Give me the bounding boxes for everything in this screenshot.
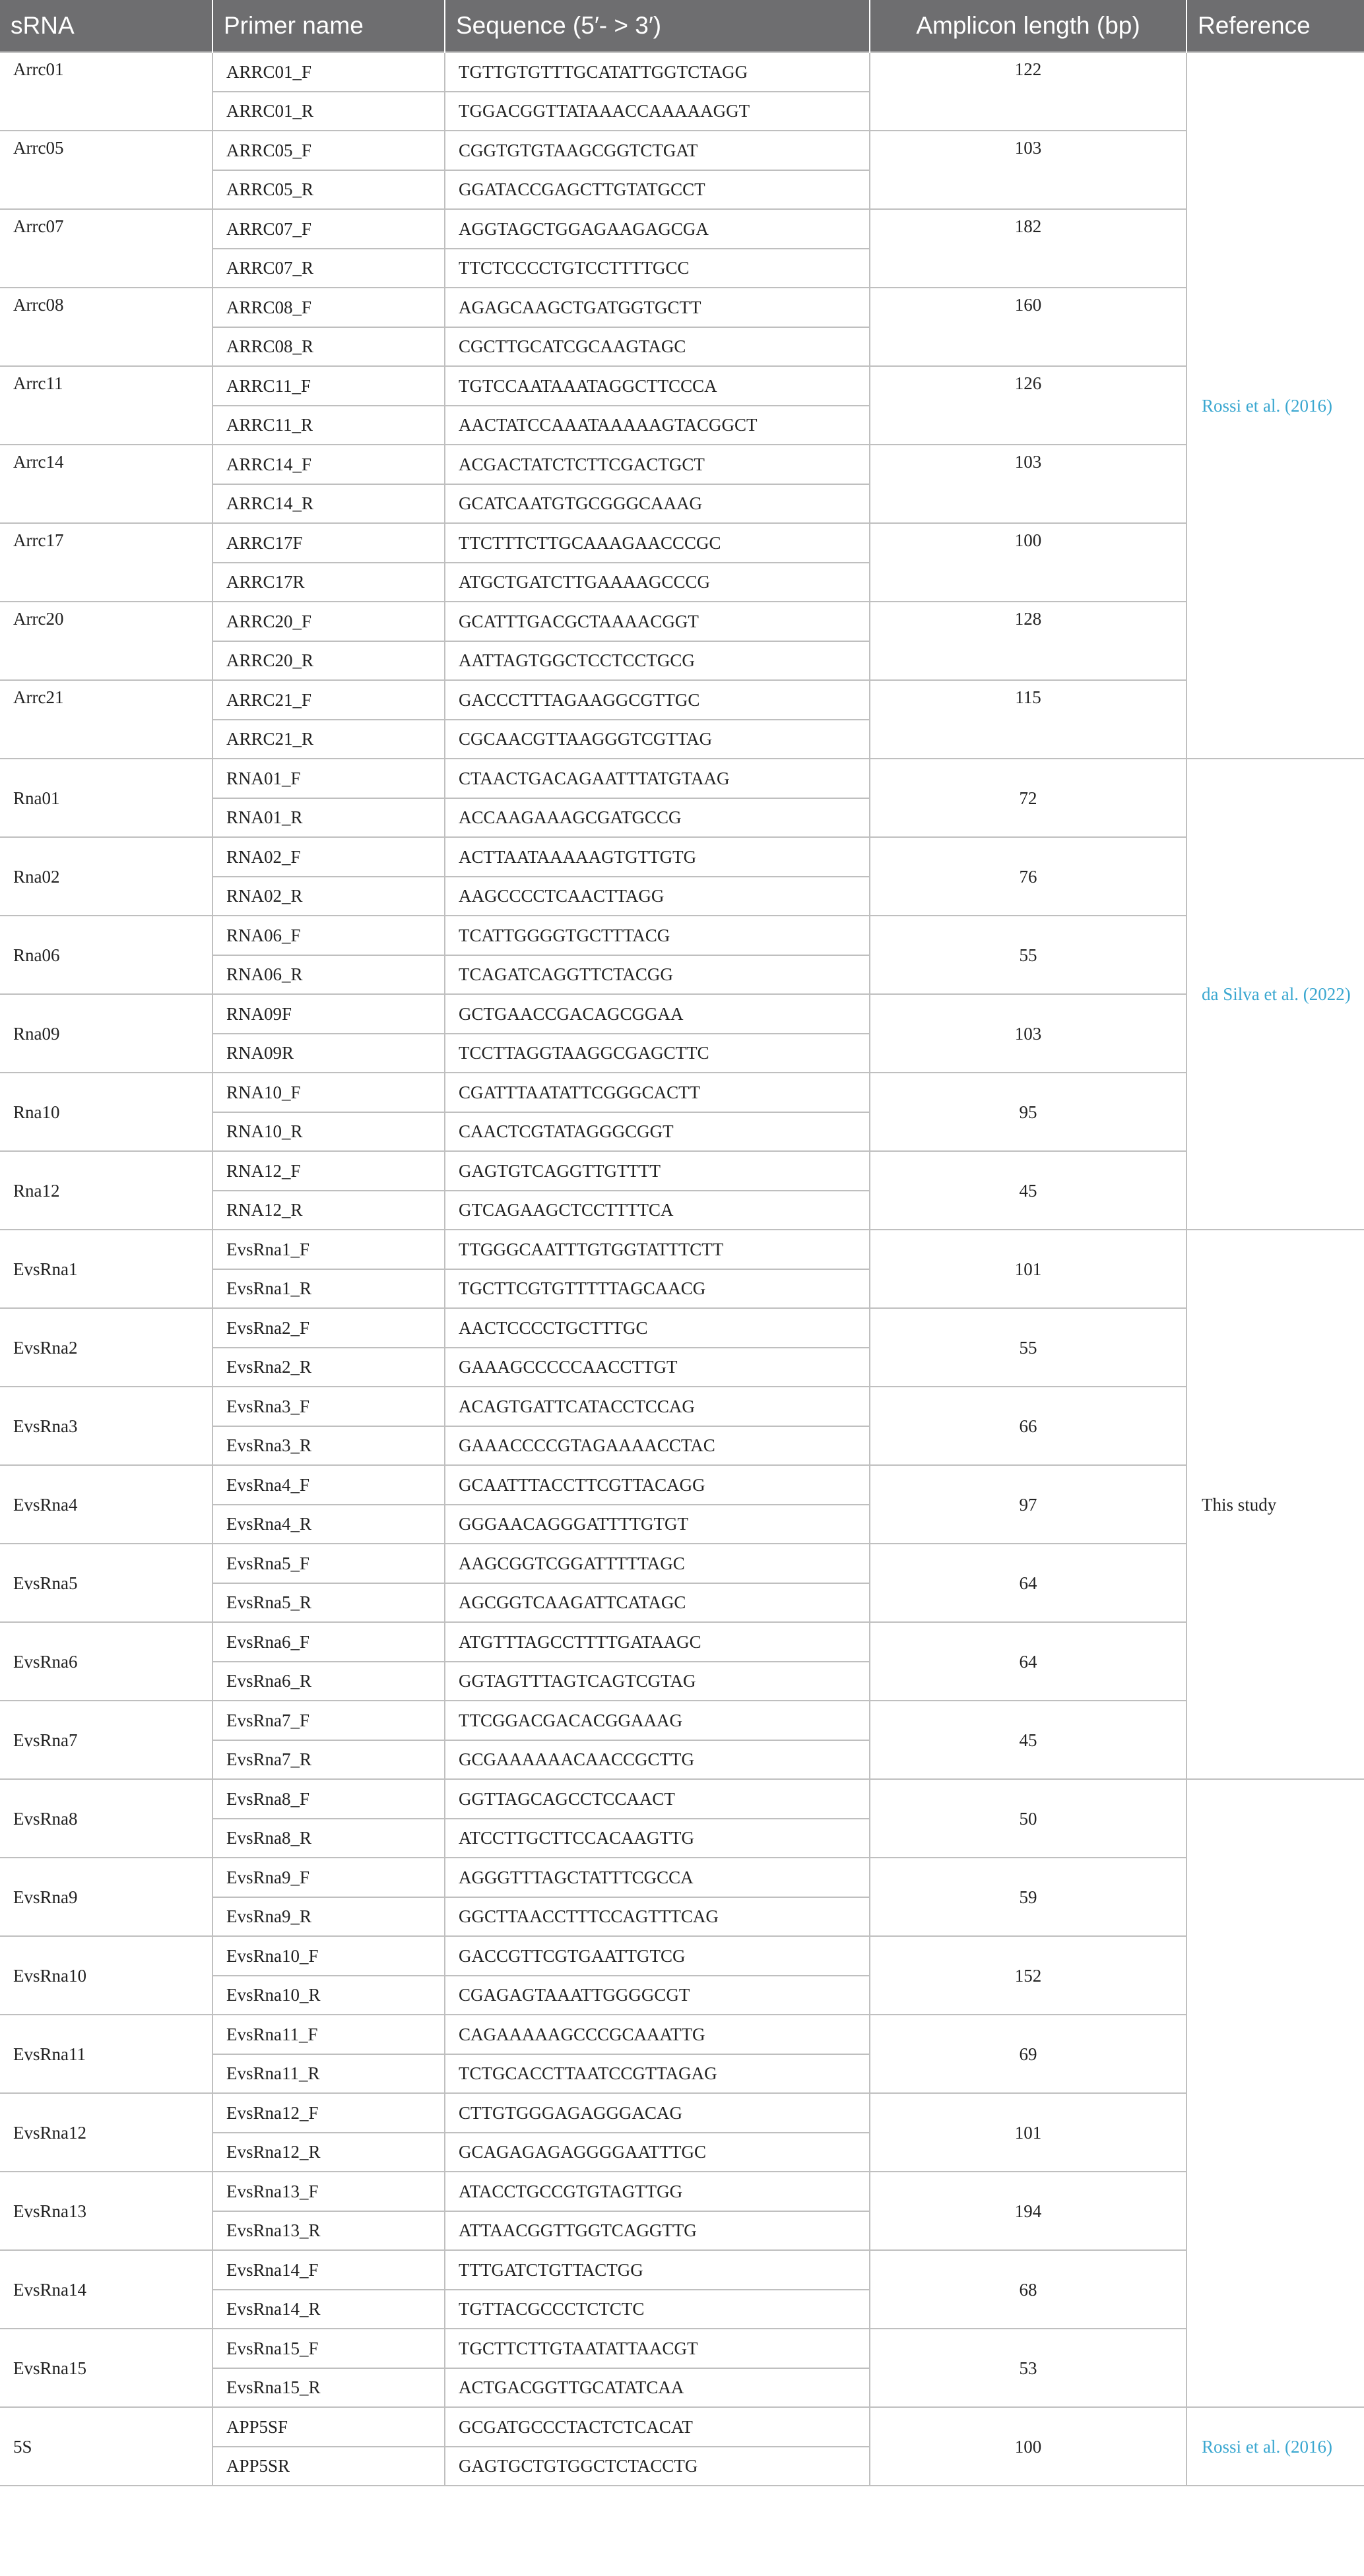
sequence-cell: AATTAGTGGCTCCTCCTGCG: [445, 641, 870, 681]
srna-cell: EvsRna2: [0, 1308, 212, 1387]
sequence-cell: CTTGTGGGAGAGGGACAG: [445, 2093, 870, 2133]
sequence-cell: ACTGACGGTTGCATATCAA: [445, 2368, 870, 2408]
sequence-cell: AGGGTTTAGCTATTTCGCCA: [445, 1858, 870, 1897]
sequence-cell: GCATTTGACGCTAAAACGGT: [445, 602, 870, 641]
sequence-cell: GGTAGTTTAGTCAGTCGTAG: [445, 1662, 870, 1701]
amplicon-length-cell: 101: [870, 1230, 1186, 1308]
primer-name-cell: EvsRna5_F: [212, 1544, 445, 1583]
amplicon-length-cell: 55: [870, 916, 1186, 994]
primer-name-cell: EvsRna7_R: [212, 1740, 445, 1780]
srna-cell: Arrc07: [0, 209, 212, 288]
srna-cell: EvsRna7: [0, 1701, 212, 1779]
table-row: [0, 1073, 1364, 1112]
amplicon-length-cell: 59: [870, 1858, 1186, 1936]
sequence-cell: ATACCTGCCGTGTAGTTGG: [445, 2172, 870, 2211]
primer-name-cell: EvsRna3_F: [212, 1387, 445, 1426]
sequence-cell: TTGGGCAATTTGTGGTATTTCTT: [445, 1230, 870, 1269]
amplicon-length-cell: 72: [870, 759, 1186, 837]
amplicon-length-cell: 64: [870, 1544, 1186, 1622]
primer-name-cell: APP5SF: [212, 2407, 445, 2447]
primer-name-cell: RNA02_R: [212, 877, 445, 916]
primer-name-cell: ARRC08_F: [212, 288, 445, 327]
sequence-cell: ATCCTTGCTTCCACAAGTTG: [445, 1819, 870, 1858]
sequence-cell: GACCGTTCGTGAATTGTCG: [445, 1936, 870, 1976]
primer-name-cell: RNA06_R: [212, 955, 445, 995]
amplicon-length-cell: 55: [870, 1308, 1186, 1387]
amplicon-length-cell: 182: [870, 209, 1186, 288]
table-row: [0, 2329, 1364, 2368]
primer-name-cell: RNA01_F: [212, 759, 445, 798]
header-amplicon-length: Amplicon length (bp): [870, 0, 1186, 52]
primer-name-cell: EvsRna7_F: [212, 1701, 445, 1740]
table-row: [0, 602, 1364, 641]
sequence-cell: GAAACCCCGTAGAAAACCTAC: [445, 1426, 870, 1466]
reference-cell-empty: [1186, 1779, 1364, 2407]
srna-cell: Rna06: [0, 916, 212, 994]
srna-cell: EvsRna11: [0, 2015, 212, 2093]
sequence-cell: GCGAAAAAACAACCGCTTG: [445, 1740, 870, 1780]
primer-name-cell: EvsRna9_R: [212, 1897, 445, 1937]
primer-name-cell: EvsRna13_F: [212, 2172, 445, 2211]
table-body: [0, 52, 1364, 2486]
sequence-cell: ATGCTGATCTTGAAAAGCCCG: [445, 563, 870, 602]
reference-cell[interactable]: Rossi et al. (2016): [1186, 2407, 1364, 2486]
table-row: [0, 2015, 1364, 2054]
table-row: [0, 1465, 1364, 1505]
primer-name-cell: EvsRna10_F: [212, 1936, 445, 1976]
table-row: [0, 1544, 1364, 1583]
srna-cell: EvsRna5: [0, 1544, 212, 1622]
sequence-cell: GAGTGCTGTGGCTCTACCTG: [445, 2447, 870, 2486]
sequence-cell: CGGTGTGTAAGCGGTCTGAT: [445, 131, 870, 170]
primer-name-cell: ARRC14_F: [212, 445, 445, 484]
primer-name-cell: EvsRna10_R: [212, 1976, 445, 2015]
primer-name-cell: EvsRna12_R: [212, 2133, 445, 2172]
amplicon-length-cell: 45: [870, 1701, 1186, 1779]
sequence-cell: TTCGGACGACACGGAAAG: [445, 1701, 870, 1740]
sequence-cell: TGTTACGCCCTCTCTC: [445, 2290, 870, 2329]
srna-cell: Arrc21: [0, 680, 212, 759]
srna-cell: Rna12: [0, 1151, 212, 1230]
srna-cell: Rna02: [0, 837, 212, 916]
amplicon-length-cell: 126: [870, 366, 1186, 445]
sequence-cell: GGATACCGAGCTTGTATGCCT: [445, 170, 870, 210]
primer-name-cell: EvsRna2_F: [212, 1308, 445, 1348]
header-primer-name: Primer name: [212, 0, 445, 52]
primer-name-cell: RNA10_R: [212, 1112, 445, 1152]
amplicon-length-cell: 128: [870, 602, 1186, 680]
primer-name-cell: EvsRna14_F: [212, 2250, 445, 2290]
sequence-cell: GGCTTAACCTTTCCAGTTTCAG: [445, 1897, 870, 1937]
primer-name-cell: EvsRna6_R: [212, 1662, 445, 1701]
srna-cell: 5S: [0, 2407, 212, 2486]
primer-name-cell: ARRC14_R: [212, 484, 445, 524]
srna-cell: EvsRna15: [0, 2329, 212, 2407]
primer-name-cell: EvsRna12_F: [212, 2093, 445, 2133]
primer-name-cell: RNA09R: [212, 1034, 445, 1073]
primer-name-cell: EvsRna1_F: [212, 1230, 445, 1269]
sequence-cell: CAACTCGTATAGGGCGGT: [445, 1112, 870, 1152]
table-row: [0, 52, 1364, 92]
sequence-cell: GCTGAACCGACAGCGGAA: [445, 994, 870, 1034]
amplicon-length-cell: 152: [870, 1936, 1186, 2015]
amplicon-length-cell: 64: [870, 1622, 1186, 1701]
amplicon-length-cell: 160: [870, 288, 1186, 366]
sequence-cell: GACCCTTTAGAAGGCGTTGC: [445, 680, 870, 720]
table-row: [0, 1936, 1364, 1976]
table-row: [0, 1858, 1364, 1897]
sequence-cell: GGGAACAGGGATTTTGTGT: [445, 1505, 870, 1544]
sequence-cell: AACTATCCAAATAAAAAGTACGGCT: [445, 406, 870, 445]
amplicon-length-cell: 45: [870, 1151, 1186, 1230]
table-row: [0, 1779, 1364, 1819]
table-row: [0, 1701, 1364, 1740]
sequence-cell: TTTGATCTGTTACTGG: [445, 2250, 870, 2290]
header-row: [0, 0, 1364, 52]
table-row: [0, 1387, 1364, 1426]
sequence-cell: ACGACTATCTCTTCGACTGCT: [445, 445, 870, 484]
sequence-cell: CGAGAGTAAATTGGGGCGT: [445, 1976, 870, 2015]
primer-name-cell: RNA02_F: [212, 837, 445, 877]
table-row: [0, 1622, 1364, 1662]
sequence-cell: TGCTTCGTGTTTTTAGCAACG: [445, 1269, 870, 1309]
sequence-cell: ATTAACGGTTGGTCAGGTTG: [445, 2211, 870, 2251]
primer-name-cell: EvsRna4_F: [212, 1465, 445, 1505]
reference-cell: This study: [1186, 1230, 1364, 1779]
reference-cell[interactable]: Rossi et al. (2016): [1186, 52, 1364, 759]
sequence-cell: AAGCGGTCGGATTTTTAGC: [445, 1544, 870, 1583]
amplicon-length-cell: 103: [870, 445, 1186, 523]
primer-name-cell: ARRC11_F: [212, 366, 445, 406]
primer-name-cell: EvsRna4_R: [212, 1505, 445, 1544]
primer-name-cell: ARRC20_R: [212, 641, 445, 681]
srna-cell: Arrc14: [0, 445, 212, 523]
srna-cell: EvsRna6: [0, 1622, 212, 1701]
amplicon-length-cell: 53: [870, 2329, 1186, 2407]
sequence-cell: TGTTGTGTTTGCATATTGGTCTAGG: [445, 52, 870, 92]
primer-name-cell: ARRC01_R: [212, 92, 445, 131]
sequence-cell: TGTCCAATAAATAGGCTTCCCA: [445, 366, 870, 406]
sequence-cell: CGCTTGCATCGCAAGTAGC: [445, 327, 870, 367]
amplicon-length-cell: 50: [870, 1779, 1186, 1858]
primer-name-cell: EvsRna9_F: [212, 1858, 445, 1897]
table-row: [0, 994, 1364, 1034]
amplicon-length-cell: 69: [870, 2015, 1186, 2093]
srna-cell: Arrc08: [0, 288, 212, 366]
sequence-cell: AGCGGTCAAGATTCATAGC: [445, 1583, 870, 1623]
amplicon-length-cell: 103: [870, 131, 1186, 209]
amplicon-length-cell: 194: [870, 2172, 1186, 2250]
sequence-cell: TTCTTTCTTGCAAAGAACCCGC: [445, 523, 870, 563]
primer-name-cell: EvsRna8_F: [212, 1779, 445, 1819]
table-row: [0, 759, 1364, 798]
amplicon-length-cell: 100: [870, 2407, 1186, 2486]
primer-name-cell: RNA06_F: [212, 916, 445, 955]
primer-name-cell: ARRC05_F: [212, 131, 445, 170]
primer-name-cell: ARRC11_R: [212, 406, 445, 445]
srna-cell: Arrc20: [0, 602, 212, 680]
sequence-cell: GCAATTTACCTTCGTTACAGG: [445, 1465, 870, 1505]
primer-name-cell: EvsRna15_F: [212, 2329, 445, 2368]
primer-name-cell: EvsRna5_R: [212, 1583, 445, 1623]
table-row: [0, 366, 1364, 406]
sequence-cell: TGCTTCTTGTAATATTAACGT: [445, 2329, 870, 2368]
primer-name-cell: EvsRna6_F: [212, 1622, 445, 1662]
srna-cell: Arrc05: [0, 131, 212, 209]
primer-name-cell: EvsRna11_F: [212, 2015, 445, 2054]
srna-cell: EvsRna8: [0, 1779, 212, 1858]
table-row: [0, 2172, 1364, 2211]
table-row: [0, 523, 1364, 563]
sequence-cell: AGGTAGCTGGAGAAGAGCGA: [445, 209, 870, 249]
amplicon-length-cell: 66: [870, 1387, 1186, 1465]
amplicon-length-cell: 100: [870, 523, 1186, 602]
sequence-cell: TTCTCCCCTGTCCTTTTGCC: [445, 249, 870, 288]
primer-name-cell: RNA10_F: [212, 1073, 445, 1112]
primer-name-cell: EvsRna1_R: [212, 1269, 445, 1309]
amplicon-length-cell: 115: [870, 680, 1186, 759]
header-srna: sRNA: [0, 0, 212, 52]
table-header: [0, 0, 1364, 52]
srna-cell: EvsRna9: [0, 1858, 212, 1936]
reference-cell[interactable]: da Silva et al. (2022): [1186, 759, 1364, 1230]
sequence-cell: CGCAACGTTAAGGGTCGTTAG: [445, 720, 870, 759]
sequence-cell: GAGTGTCAGGTTGTTTT: [445, 1151, 870, 1191]
table-row: [0, 2407, 1364, 2447]
table-row: [0, 288, 1364, 327]
amplicon-length-cell: 76: [870, 837, 1186, 916]
srna-cell: Arrc01: [0, 52, 212, 131]
primer-name-cell: EvsRna8_R: [212, 1819, 445, 1858]
srna-cell: Rna09: [0, 994, 212, 1073]
amplicon-length-cell: 97: [870, 1465, 1186, 1544]
amplicon-length-cell: 68: [870, 2250, 1186, 2329]
primer-name-cell: EvsRna14_R: [212, 2290, 445, 2329]
primer-name-cell: RNA12_F: [212, 1151, 445, 1191]
sequence-cell: GCATCAATGTGCGGGCAAAG: [445, 484, 870, 524]
primer-name-cell: EvsRna2_R: [212, 1348, 445, 1387]
srna-cell: Arrc11: [0, 366, 212, 445]
sequence-cell: TCATTGGGGTGCTTTACG: [445, 916, 870, 955]
sequence-cell: CGATTTAATATTCGGGCACTT: [445, 1073, 870, 1112]
sequence-cell: ATGTTTAGCCTTTTGATAAGC: [445, 1622, 870, 1662]
sequence-cell: TGGACGGTTATAAACCAAAAAGGT: [445, 92, 870, 131]
sequence-cell: TCAGATCAGGTTCTACGG: [445, 955, 870, 995]
primer-name-cell: RNA12_R: [212, 1191, 445, 1230]
table-row: [0, 131, 1364, 170]
srna-cell: EvsRna10: [0, 1936, 212, 2015]
table-row: [0, 1151, 1364, 1191]
srna-cell: EvsRna3: [0, 1387, 212, 1465]
primer-name-cell: ARRC07_F: [212, 209, 445, 249]
srna-cell: Arrc17: [0, 523, 212, 602]
primer-name-cell: ARRC20_F: [212, 602, 445, 641]
primer-name-cell: EvsRna13_R: [212, 2211, 445, 2251]
sequence-cell: CTAACTGACAGAATTTATGTAAG: [445, 759, 870, 798]
sequence-cell: ACAGTGATTCATACCTCCAG: [445, 1387, 870, 1426]
header-sequence: Sequence (5′- > 3′): [445, 0, 870, 52]
sequence-cell: GCAGAGAGAGGGGAATTTGC: [445, 2133, 870, 2172]
primer-name-cell: ARRC05_R: [212, 170, 445, 210]
srna-cell: Rna01: [0, 759, 212, 837]
primer-name-cell: EvsRna3_R: [212, 1426, 445, 1466]
primer-name-cell: ARRC21_R: [212, 720, 445, 759]
srna-cell: EvsRna4: [0, 1465, 212, 1544]
table-row: [0, 680, 1364, 720]
primer-name-cell: ARRC21_F: [212, 680, 445, 720]
sequence-cell: CAGAAAAAGCCCGCAAATTG: [445, 2015, 870, 2054]
sequence-cell: GTCAGAAGCTCCTTTTCA: [445, 1191, 870, 1230]
sequence-cell: TCCTTAGGTAAGGCGAGCTTC: [445, 1034, 870, 1073]
primer-name-cell: ARRC07_R: [212, 249, 445, 288]
amplicon-length-cell: 103: [870, 994, 1186, 1073]
sequence-cell: ACTTAATAAAAAGTGTTGTG: [445, 837, 870, 877]
amplicon-length-cell: 95: [870, 1073, 1186, 1151]
primer-name-cell: EvsRna11_R: [212, 2054, 445, 2094]
sequence-cell: GCGATGCCCTACTCTCACAT: [445, 2407, 870, 2447]
table-row: [0, 837, 1364, 877]
table-row: [0, 1308, 1364, 1348]
srna-cell: EvsRna1: [0, 1230, 212, 1308]
table-row: [0, 2250, 1364, 2290]
table-row: [0, 209, 1364, 249]
sequence-cell: AAGCCCCTCAACTTAGG: [445, 877, 870, 916]
sequence-cell: GAAAGCCCCCAACCTTGT: [445, 1348, 870, 1387]
header-reference: Reference: [1186, 0, 1364, 52]
srna-cell: EvsRna12: [0, 2093, 212, 2172]
primer-name-cell: ARRC17R: [212, 563, 445, 602]
table-row: [0, 2093, 1364, 2133]
sequence-cell: TCTGCACCTTAATCCGTTAGAG: [445, 2054, 870, 2094]
amplicon-length-cell: 101: [870, 2093, 1186, 2172]
srna-cell: EvsRna13: [0, 2172, 212, 2250]
primer-name-cell: ARRC08_R: [212, 327, 445, 367]
primer-name-cell: RNA09F: [212, 994, 445, 1034]
srna-cell: Rna10: [0, 1073, 212, 1151]
amplicon-length-cell: 122: [870, 52, 1186, 131]
sequence-cell: ACCAAGAAAGCGATGCCG: [445, 798, 870, 838]
primer-name-cell: EvsRna15_R: [212, 2368, 445, 2408]
sequence-cell: AACTCCCCTGCTTTGC: [445, 1308, 870, 1348]
table-row: [0, 445, 1364, 484]
table-row: [0, 1230, 1364, 1269]
primer-name-cell: RNA01_R: [212, 798, 445, 838]
srna-cell: EvsRna14: [0, 2250, 212, 2329]
sequence-cell: GGTTAGCAGCCTCCAACT: [445, 1779, 870, 1819]
table-row: [0, 916, 1364, 955]
primer-name-cell: ARRC17F: [212, 523, 445, 563]
primer-name-cell: ARRC01_F: [212, 52, 445, 92]
primer-name-cell: APP5SR: [212, 2447, 445, 2486]
sequence-cell: AGAGCAAGCTGATGGTGCTT: [445, 288, 870, 327]
